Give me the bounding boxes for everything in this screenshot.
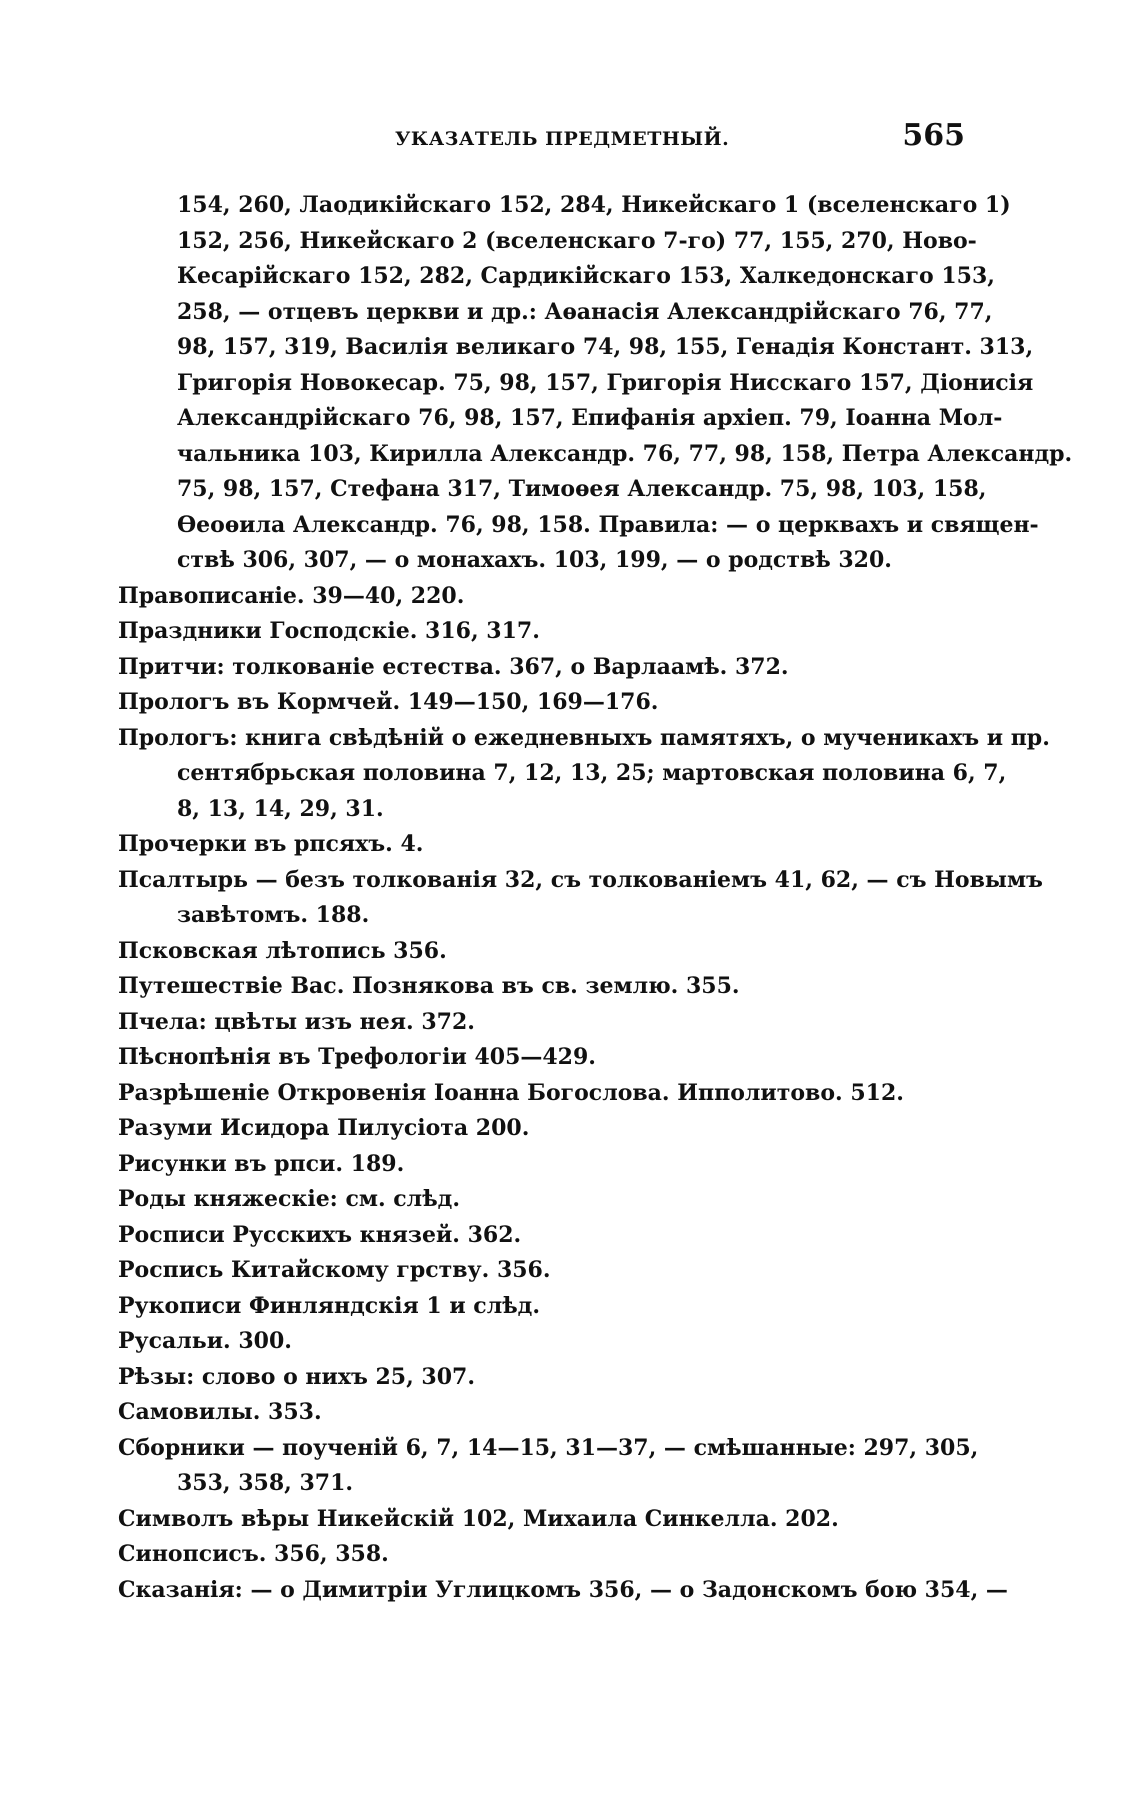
index-line: Кесарійскаго 152, 282, Сардикійскаго 153, Халкедонскаго 153,: [177, 263, 995, 289]
index-line: Праздники Господскіе. 316, 317.: [118, 618, 540, 644]
index-line: 152, 256, Никейскаго 2 (вселенскаго 7-го) 77, 155, 270, Ново-: [177, 227, 977, 254]
index-line: Рисунки въ рпси. 189.: [118, 1150, 405, 1177]
index-line: Самовилы. 353.: [118, 1399, 322, 1425]
index-line: Александрійскаго 76, 98, 157, Епифанія архіеп. 79, Іоанна Мол-: [177, 405, 1003, 431]
running-header: [395, 118, 965, 158]
index-line: Росписи Русскихъ князей. 362.: [118, 1221, 522, 1248]
index-line: сентябрьская половина 7, 12, 13, 25; мартовская половина 6, 7,: [177, 760, 1007, 786]
index-line: Рѣзы: слово о нихъ 25, 307.: [118, 1363, 476, 1390]
index-line: 154, 260, Лаодикійскаго 152, 284, Никейскаго 1 (вселенскаго 1): [177, 192, 1011, 218]
index-line: Пѣснопѣнія въ Трефологіи 405—429.: [118, 1044, 596, 1070]
index-line: Символъ вѣры Никейскій 102, Михаила Синкелла. 202.: [118, 1505, 839, 1532]
index-line: Рукописи Финляндскія 1 и слѣд.: [118, 1292, 540, 1319]
index-line: Пчела: цвѣты изъ нея. 372.: [118, 1008, 475, 1035]
index-line: Сборники — поученій 6, 7, 14—15, 31—37, — смѣшанные: 297, 305,: [118, 1434, 979, 1461]
index-line: Псалтырь — безъ толкованія 32, съ толкованіемъ 41, 62, — съ Новымъ: [118, 866, 1043, 893]
index-line: Псковская лѣтопись 356.: [118, 937, 447, 964]
index-line: 353, 358, 371.: [177, 1470, 354, 1496]
index-line: Роспись Китайскому грству. 356.: [118, 1257, 551, 1283]
index-line: Прочерки въ рпсяхъ. 4.: [118, 831, 424, 857]
index-line: 98, 157, 319, Василія великаго 74, 98, 155, Генадія Констант. 313,: [177, 334, 1034, 360]
index-line: Ѳеоѳила Александр. 76, 98, 158. Правила: — о церквахъ и священ-: [177, 511, 1039, 538]
index-line: Синопсисъ. 356, 358.: [118, 1541, 389, 1567]
index-line: 258, — отцевъ церкви и др.: Аѳанасія Александрійскаго 76, 77,: [177, 298, 993, 325]
index-body: [118, 188, 1073, 1608]
index-line: Притчи: толкованіе естества. 367, о Варлаамѣ. 372.: [118, 653, 789, 680]
index-line: Разуми Исидора Пилусіота 200.: [118, 1115, 530, 1141]
index-line: Правописаніе. 39—40, 220.: [118, 582, 465, 609]
index-line: Сказанія: — о Димитріи Углицкомъ 356, — о Задонскомъ бою 354, —: [118, 1576, 1008, 1603]
index-line: 8, 13, 14, 29, 31.: [177, 795, 384, 822]
index-line: Путешествіе Вас. Познякова въ св. землю. 355.: [118, 973, 740, 999]
index-line: Роды княжескіе: см. слѣд.: [118, 1186, 460, 1212]
index-line: Прологъ: книга свѣдѣній о ежедневныхъ памятяхъ, о мученикахъ и пр.: [118, 724, 1050, 751]
index-line: Прологъ въ Кормчей. 149—150, 169—176.: [118, 689, 659, 715]
page-number: 565: [902, 118, 965, 153]
index-line: Русальи. 300.: [118, 1328, 292, 1354]
index-line: ствѣ 306, 307, — о монахахъ. 103, 199, — о родствѣ 320.: [177, 547, 892, 573]
header-title: УКАЗАТЕЛЬ ПРЕДМЕТНЫЙ.: [395, 128, 730, 150]
index-line: Григорія Новокесар. 75, 98, 157, Григорія Нисскаго 157, Діонисія: [177, 369, 1034, 396]
index-line: Разрѣшеніе Откровенія Іоанна Богослова. Ипполитово. 512.: [118, 1079, 904, 1106]
index-line: чальника 103, Кирилла Александр. 76, 77, 98, 158, Петра Александр.: [177, 440, 1073, 467]
index-line: завѣтомъ. 188.: [177, 902, 370, 928]
index-line: 75, 98, 157, Стефана 317, Тимоѳея Александр. 75, 98, 103, 158,: [177, 476, 987, 502]
